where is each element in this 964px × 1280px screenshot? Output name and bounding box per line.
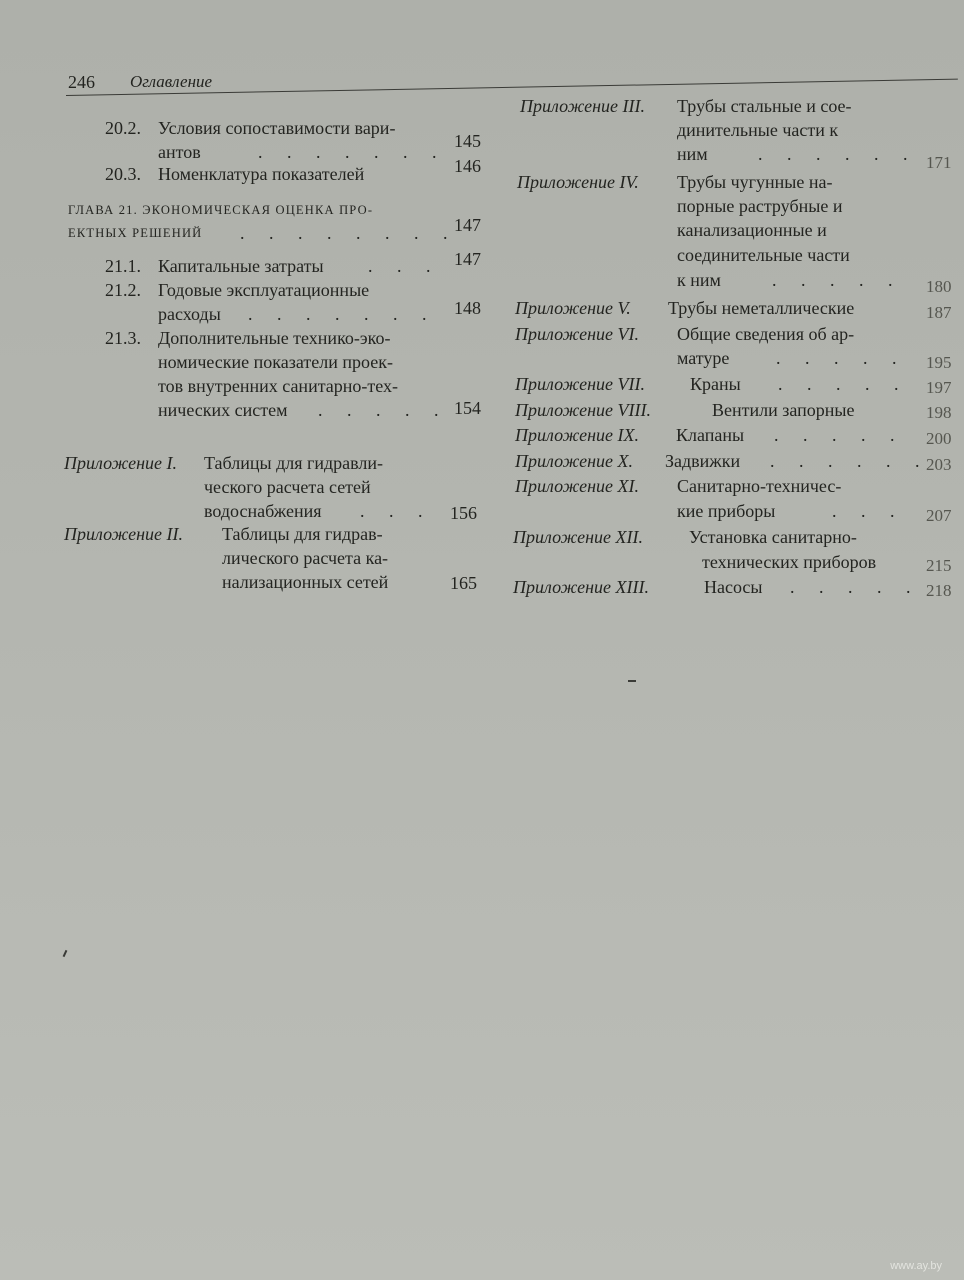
toc-page-number: 165 — [450, 573, 477, 593]
toc-entry-text: к ним — [677, 270, 721, 290]
toc-dot-leader: . . . . . . — [758, 144, 918, 164]
appendix-label: Приложение VI. — [515, 324, 640, 344]
toc-entry-text: Общие сведения об ар- — [677, 324, 855, 344]
toc-entry-text: технических приборов — [702, 552, 877, 572]
toc-entry-text: Таблицы для гидравли- — [204, 453, 384, 473]
toc-page-number: 203 — [926, 455, 952, 474]
appendix-label: Приложение VIII. — [515, 400, 652, 420]
appendix-label: Приложение II. — [64, 524, 184, 544]
toc-entry-number: 21.3. — [105, 328, 141, 348]
toc-entry-text: Краны — [690, 374, 741, 394]
toc-entry-text: Таблицы для гидрав- — [222, 524, 383, 544]
toc-page-number: 187 — [926, 303, 952, 322]
appendix-label: Приложение XII. — [513, 527, 644, 547]
toc-dot-leader: . . . . . — [778, 374, 909, 394]
toc-entry-text: тов внутренних санитарно-тех- — [158, 376, 399, 396]
toc-dot-leader: . . . . . — [772, 270, 903, 290]
appendix-label: Приложение VII. — [515, 374, 646, 394]
toc-entry-text: расходы — [158, 304, 221, 324]
page-number: 246 — [68, 72, 95, 92]
toc-page-number: 146 — [454, 156, 481, 176]
toc-entry-text: Номенклатура показателей — [158, 164, 365, 184]
appendix-label: Приложение III. — [520, 96, 646, 116]
chapter-heading: ГЛАВА 21. ЭКОНОМИЧЕСКАЯ ОЦЕНКА ПРО- — [68, 203, 374, 217]
toc-page-number: 215 — [926, 556, 952, 575]
toc-entry-text: антов — [158, 142, 201, 162]
toc-page-number: 156 — [450, 503, 477, 523]
toc-entry-text: кие приборы — [677, 501, 776, 521]
toc-entry-text: ческого расчета сетей — [204, 477, 371, 497]
toc-dot-leader: . . . . . . . . — [240, 223, 458, 243]
toc-page-number: 200 — [926, 429, 952, 448]
toc-entry-text: Трубы чугунные на- — [677, 172, 833, 192]
toc-entry-text: порные раструбные и — [677, 196, 843, 216]
toc-entry-text: Капитальные затраты — [158, 256, 324, 276]
toc-entry-text: Клапаны — [676, 425, 745, 445]
appendix-label: Приложение XI. — [515, 476, 640, 496]
toc-dot-leader: . . . . . . . — [258, 142, 447, 162]
toc-entry-text: соединительные части — [677, 245, 850, 265]
toc-entry-text: номические показатели проек- — [158, 352, 393, 372]
print-speck — [628, 680, 636, 682]
toc-entry-number: 20.2. — [105, 118, 141, 138]
chapter-heading: ЕКТНЫХ РЕШЕНИЙ — [68, 226, 203, 240]
toc-entry-text: Вентили запорные — [712, 400, 855, 420]
toc-entry-text: водоснабжения — [204, 501, 322, 521]
appendix-label: Приложение V. — [515, 298, 631, 318]
toc-entry-text: Годовые эксплуатационные — [158, 280, 370, 300]
appendix-label: Приложение IV. — [517, 172, 639, 192]
toc-entry-text: матуре — [677, 348, 730, 368]
toc-dot-leader: . . . . . — [790, 577, 921, 597]
toc-page-number: 195 — [926, 353, 952, 372]
toc-entry-text: Установка санитарно- — [689, 527, 857, 547]
toc-dot-leader: . . . . . — [774, 425, 905, 445]
toc-entry-text: Дополнительные технико-эко- — [158, 328, 391, 348]
toc-entry-number: 21.1. — [105, 256, 141, 276]
print-speck — [63, 950, 68, 957]
toc-entry-text: Трубы неметаллические — [668, 298, 855, 318]
toc-page-number: 198 — [926, 403, 952, 422]
toc-entry-text: лического расчета ка- — [222, 548, 389, 568]
toc-page-number: 180 — [926, 277, 952, 296]
toc-page-number: 145 — [454, 131, 481, 151]
toc-dot-leader: . . . — [360, 501, 433, 521]
toc-entry-text: ним — [677, 144, 708, 164]
appendix-label: Приложение I. — [64, 453, 178, 473]
toc-dot-leader: . . . . . . — [770, 451, 930, 471]
toc-dot-leader: . . . . . — [318, 400, 449, 420]
toc-entry-text: Условия сопоставимости вари- — [158, 118, 396, 138]
toc-entry-text: нических систем — [158, 400, 288, 420]
toc-page-number: 207 — [926, 506, 952, 525]
toc-page-number: 197 — [926, 378, 952, 397]
toc-page-number: 154 — [454, 398, 481, 418]
toc-entry-text: динительные части к — [677, 120, 839, 140]
toc-page-number: 147 — [454, 249, 481, 269]
toc-entry-text: Трубы стальные и сое- — [677, 96, 852, 116]
running-title: Оглавление — [130, 72, 213, 91]
toc-dot-leader: . . . . . — [776, 348, 907, 368]
toc-dot-leader: . . . — [368, 256, 441, 276]
toc-entry-text: канализационные и — [677, 220, 827, 240]
toc-dot-leader: . . . — [832, 501, 905, 521]
toc-entry-text: Задвижки — [665, 451, 741, 471]
toc-dot-leader: . . . . . . . — [248, 304, 437, 324]
toc-entry-number: 20.3. — [105, 164, 141, 184]
toc-entry-text: Санитарно-техничес- — [677, 476, 842, 496]
appendix-label: Приложение X. — [515, 451, 634, 471]
toc-page-number: 148 — [454, 298, 481, 318]
appendix-label: Приложение IX. — [515, 425, 640, 445]
appendix-label: Приложение XIII. — [513, 577, 650, 597]
toc-page-number: 218 — [926, 581, 952, 600]
toc-page-number: 171 — [926, 153, 952, 172]
watermark: www.ay.by — [890, 1260, 942, 1272]
toc-entry-number: 21.2. — [105, 280, 141, 300]
toc-entry-text: Насосы — [704, 577, 763, 597]
toc-page-number: 147 — [454, 215, 481, 235]
toc-entry-text: нализационных сетей — [222, 572, 389, 592]
